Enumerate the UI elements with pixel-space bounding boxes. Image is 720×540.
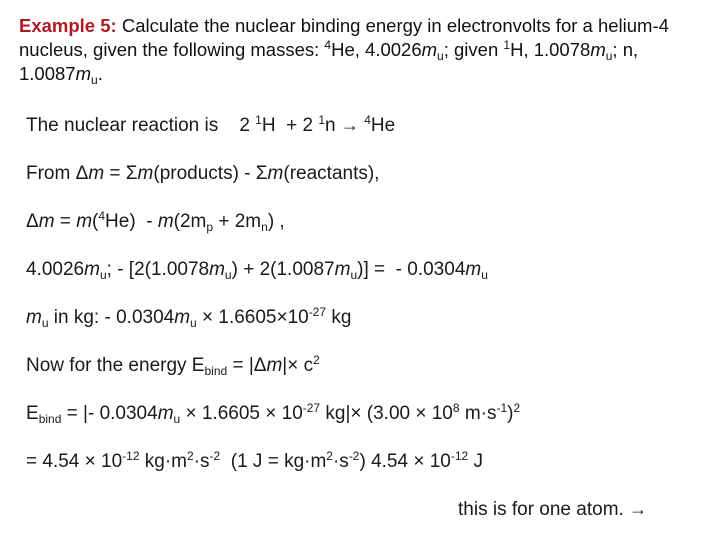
nuclear-reaction-line: The nuclear reaction is 2 $^1$H + 2 $^1$n → $^4$He (26, 113, 396, 136)
binding-energy-substitution-line: $E_{bind}$ = |- $0.0304m_u \times 1.6605 \times 10^{-27}$ $kg|\times (3.00 \times 10^8$ $m\cdot s^{-1})^2$ (26, 401, 521, 427)
footer-text: this is for one atom. (458, 499, 624, 520)
example-text: Calculate the nuclear binding energy in electronvolts for a helium-4 nucleus, given the following masses: $^4$He, $4.0026m_u$; given $^1$H, $1.0078m_u$; n, $1.0087m_u$. (19, 15, 669, 88)
example-label: Example 5: (19, 15, 117, 36)
binding-energy-result-line: = $4.54 \times 10^{-12}$ $kg\cdot m^2\cdot s^{-2}$ (1 $J = kg\cdot m^2\cdot s^{-2}$) $4.54 \times 10^{-12}$ J (26, 449, 483, 472)
footer-note (458, 497, 647, 522)
binding-energy-formula-line: Now for the energy $E_{bind} = |\Delta m|\times c^2$ (26, 353, 320, 379)
delta-m-expression-line: $\Delta m = m(^4He) - m(2m_p + 2m_n)$ , (26, 209, 285, 235)
example-prompt (19, 14, 709, 86)
mass-in-kg-line: $m_u$ in kg: - $0.0304m_u \times 1.6605\times 10^{-27}$ kg (26, 305, 352, 331)
mass-defect-calculation-line: $4.0026m_u$; - $[2(1.0078m_u) + 2(1.0087m_u)]$ = - $0.0304m_u$ (26, 259, 488, 283)
next-arrow-icon[interactable]: → (629, 499, 648, 519)
delta-m-definition-line: From Δm = Σm(products) - Σm(reactants), (26, 163, 380, 184)
